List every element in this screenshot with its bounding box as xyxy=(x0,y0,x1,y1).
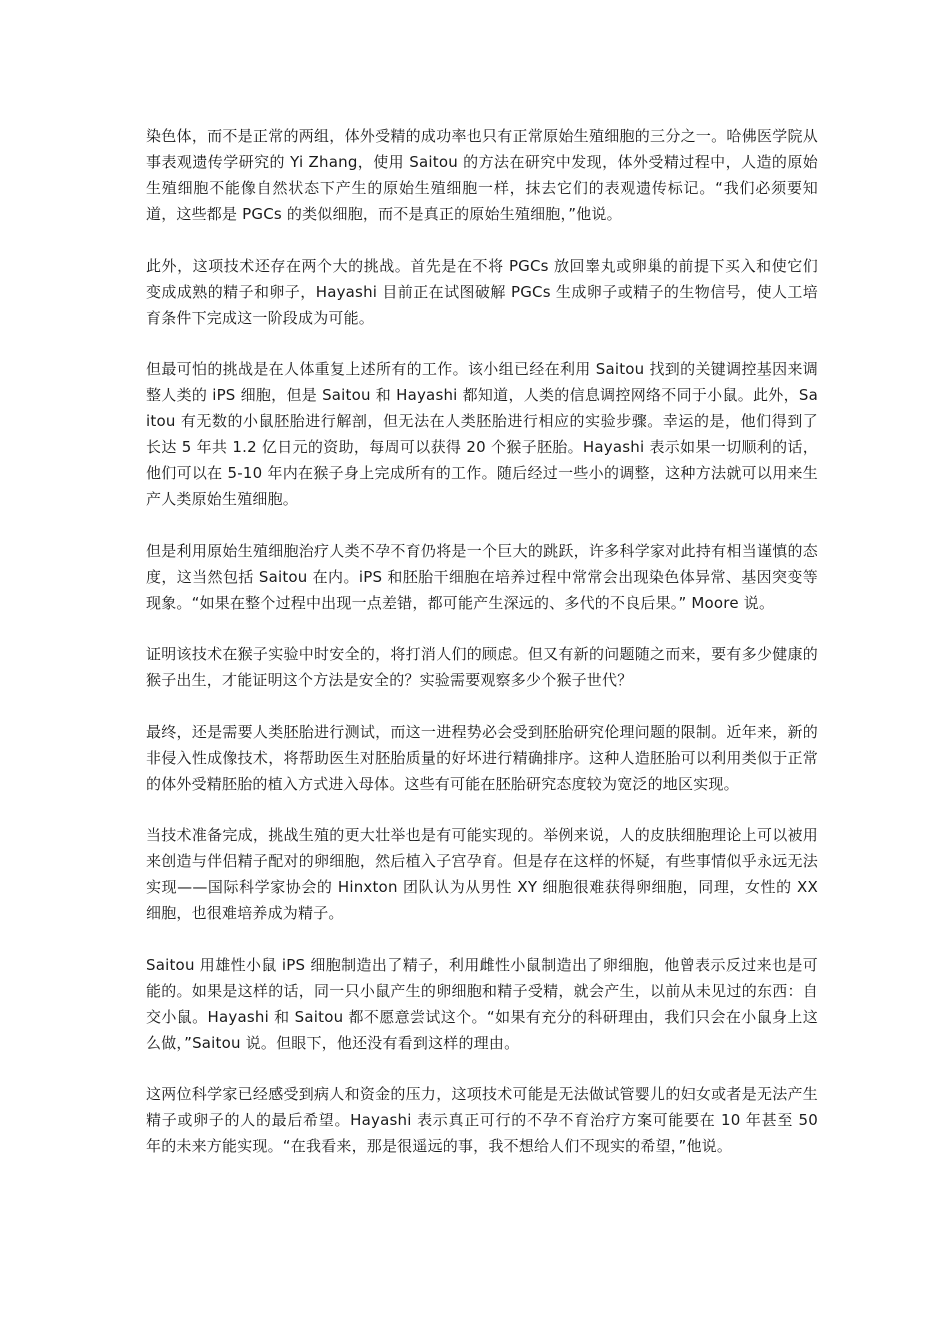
paragraph-2: 此外，这项技术还存在两个大的挑战。首先是在不将 PGCs 放回睾丸或卵巢的前提下买入和使它们变成成熟的精子和卵子，Hayashi 目前正在试图破解 PGCs 生成卵子或精子的生物信号，使人工培育条件下完成这一阶段成为可能。 xyxy=(146,256,818,327)
paragraph-9: 这两位科学家已经感受到病人和资金的压力，这项技术可能是无法做试管婴儿的妇女或者是无法产生精子或卵子的人的最后希望。Hayashi 表示真正可行的不孕不育治疗方案可能要在 10 年甚至 50 年的未来方能实现。“在我看来，那是很遥远的事，我不想给人们不现实的希望，”他说。 xyxy=(146,1085,818,1155)
paragraph-3: 但最可怕的挑战是在人体重复上述所有的工作。该小组已经在利用 Saitou 找到的关键调控基因来调整人类的 iPS 细胞，但是 Saitou 和 Hayashi 都知道，人类的信息调控网络不同于小鼠。此外，Saitou 有无数的小鼠胚胎进行解剖，但无法在人类胚胎进行相应的实验步骤。幸运的是，他们得到了长达 5 年共 1.2 亿日元的资助，每周可以获得 20 个猴子胚胎。Hayashi 表示如果一切顺利的话，他们可以在 5-10 年内在猴子身上完成所有的工作。随后经过一些小的调整，这种方法就可以用来生产人类原始生殖细胞。 xyxy=(146,360,818,508)
paragraph-1: 染色体，而不是正常的两组，体外受精的成功率也只有正常原始生殖细胞的三分之一。哈佛医学院从事表观遗传学研究的 Yi Zhang，使用 Saitou 的方法在研究中发现，体外受精过程中，人造的原始生殖细胞不能像自然状态下产生的原始生殖细胞一样，抹去它们的表观遗传标记。“我们必须要知道，这些都是 PGCs 的类似细胞，而不是真正的原始生殖细胞，”他说。 xyxy=(146,127,818,223)
paragraph-6: 最终，还是需要人类胚胎进行测试，而这一进程势必会受到胚胎研究伦理问题的限制。近年来，新的非侵入性成像技术，将帮助医生对胚胎质量的好坏进行精确排序。这种人造胚胎可以利用类似于正常的体外受精胚胎的植入方式进入母体。这些有可能在胚胎研究态度较为宽泛的地区实现。 xyxy=(146,722,818,793)
paragraph-7: 当技术准备完成，挑战生殖的更大壮举也是有可能实现的。举例来说，人的皮肤细胞理论上可以被用来创造与伴侣精子配对的卵细胞，然后植入子宫孕育。但是存在这样的怀疑，有些事情似乎永远无法实现——国际科学家协会的 Hinxton 团队认为从男性 XY 细胞很难获得卵细胞，同理，女性的 XX 细胞，也很难培养成为精子。 xyxy=(146,826,818,922)
paragraph-8: Saitou 用雄性小鼠 iPS 细胞制造出了精子，利用雌性小鼠制造出了卵细胞，他曾表示反过来也是可能的。如果是这样的话，同一只小鼠产生的卵细胞和精子受精，就会产生，以前从未见过的东西：自交小鼠。Hayashi 和 Saitou 都不愿意尝试这个。“如果有充分的科研理由，我们只会在小鼠身上这么做，”Saitou 说。但眼下，他还没有看到这样的理由。 xyxy=(146,955,818,1052)
paragraph-5: 证明该技术在猴子实验中时安全的，将打消人们的顾虑。但又有新的问题随之而来，要有多少健康的猴子出生，才能证明这个方法是安全的？实验需要观察多少个猴子世代？ xyxy=(146,645,818,689)
paragraph-4: 但是利用原始生殖细胞治疗人类不孕不育仍将是一个巨大的跳跃，许多科学家对此持有相当谨慎的态度，这当然包括 Saitou 在内。iPS 和胚胎干细胞在培养过程中常常会出现染色体异常、基因突变等现象。“如果在整个过程中出现一点差错，都可能产生深远的、多代的不良后果。” Moore 说。 xyxy=(146,541,818,612)
article-body xyxy=(146,123,818,1185)
